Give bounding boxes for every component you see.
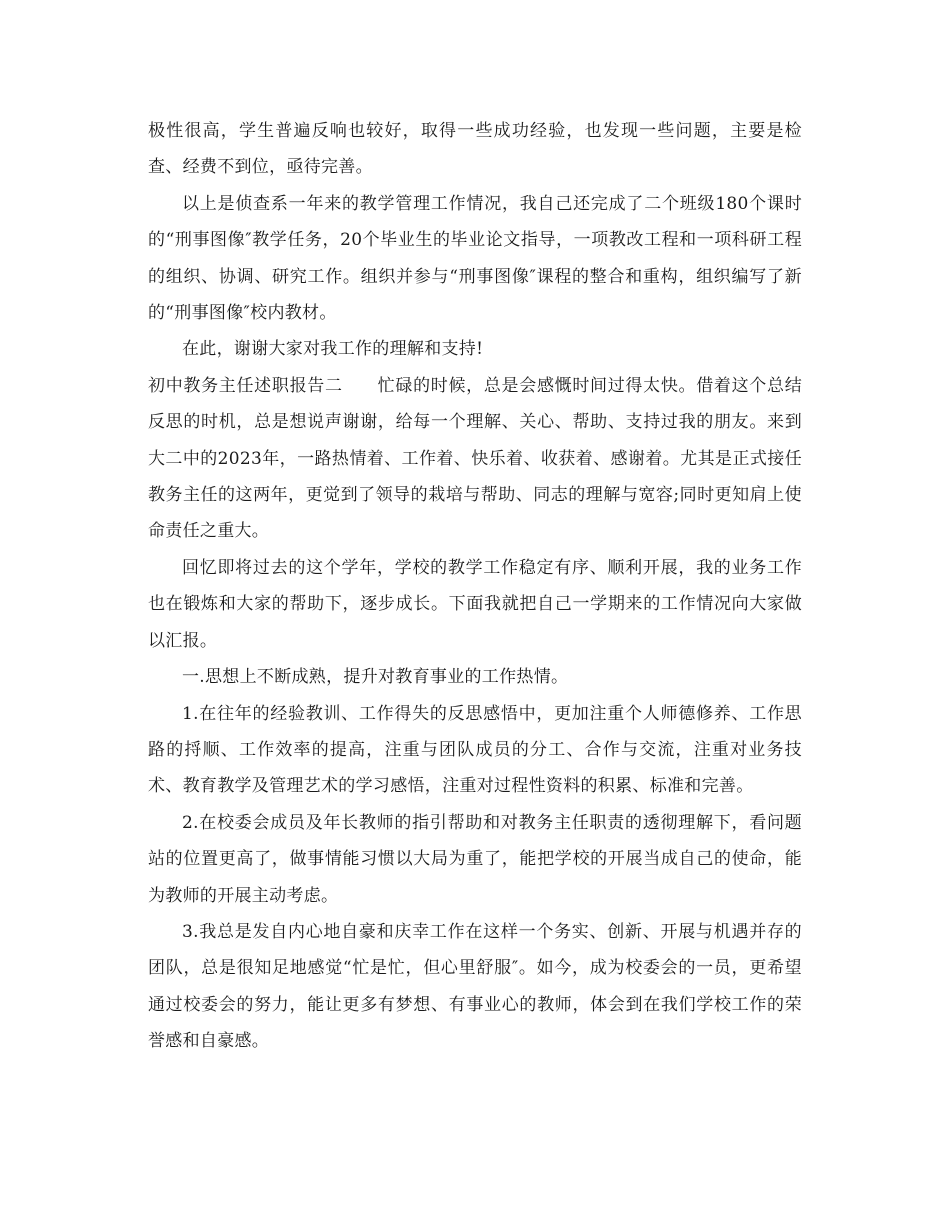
document-body	[148, 113, 802, 1060]
paragraph-3: 在此，谢谢大家对我工作的理解和支持!	[182, 339, 484, 360]
paragraph-4	[148, 368, 802, 550]
title-gap	[343, 376, 378, 396]
paragraph-4-text: 忙碌的时候，总是会感慨时间过得太快。借着这个总结反思的时机，总是想说声谢谢，给每一个理解、关心、帮助、支持过我的朋友。来到大二中的2023年，一路热情着、工作着、快乐着、收获着、感谢着。尤其是正式接任教务主任的这两年，更觉到了领导的栽培与帮助、同志的理解与宽容;同时更知肩上使命责任之重大。	[148, 375, 802, 542]
paragraph-5: 回忆即将过去的这个学年，学校的教学工作稳定有序、顺利开展，我的业务工作也在锻炼和大家的帮助下，逐步成长。下面我就把自己一学期来的工作情况向大家做以汇报。	[148, 557, 802, 651]
paragraph-8: 2.在校委会成员及年长教师的指引帮助和对教务主任职责的透彻理解下，看问题站的位置更高了，做事情能习惯以大局为重了，能把学校的开展当成自己的使命，能为教师的开展主动考虑。	[148, 812, 802, 906]
section-title: 初中教务主任述职报告二	[148, 375, 343, 396]
paragraph-9: 3.我总是发自内心地自豪和庆幸工作在这样一个务实、创新、开展与机遇并存的团队，总是很知足地感觉“忙是忙，但心里舒服″。如今，成为校委会的一员，更希望通过校委会的努力，能让更多有梦想、有事业心的教师，体会到在我们学校工作的荣誉感和自豪感。	[148, 921, 802, 1052]
paragraph-6: 一.思想上不断成熟，提升对教育事业的工作热情。	[182, 667, 569, 688]
paragraph-2: 以上是侦查系一年来的教学管理工作情况，我自己还完成了二个班级180个课时的“刑事图像″教学任务，20个毕业生的毕业论文指导，一项教改工程和一项科研工程的组织、协调、研究工作。组织并参与“刑事图像″课程的整合和重构，组织编写了新的“刑事图像″校内教材。	[148, 193, 802, 324]
paragraph-7: 1.在往年的经验教训、工作得失的反思感悟中，更加注重个人师德修养、工作思路的捋顺、工作效率的提高，注重与团队成员的分工、合作与交流，注重对业务技术、教育教学及管理艺术的学习感悟，注重对过程性资料的积累、标准和完善。	[148, 703, 802, 797]
paragraph-1: 极性很高，学生普遍反响也较好，取得一些成功经验，也发现一些问题，主要是检查、经费不到位，亟待完善。	[148, 121, 802, 178]
